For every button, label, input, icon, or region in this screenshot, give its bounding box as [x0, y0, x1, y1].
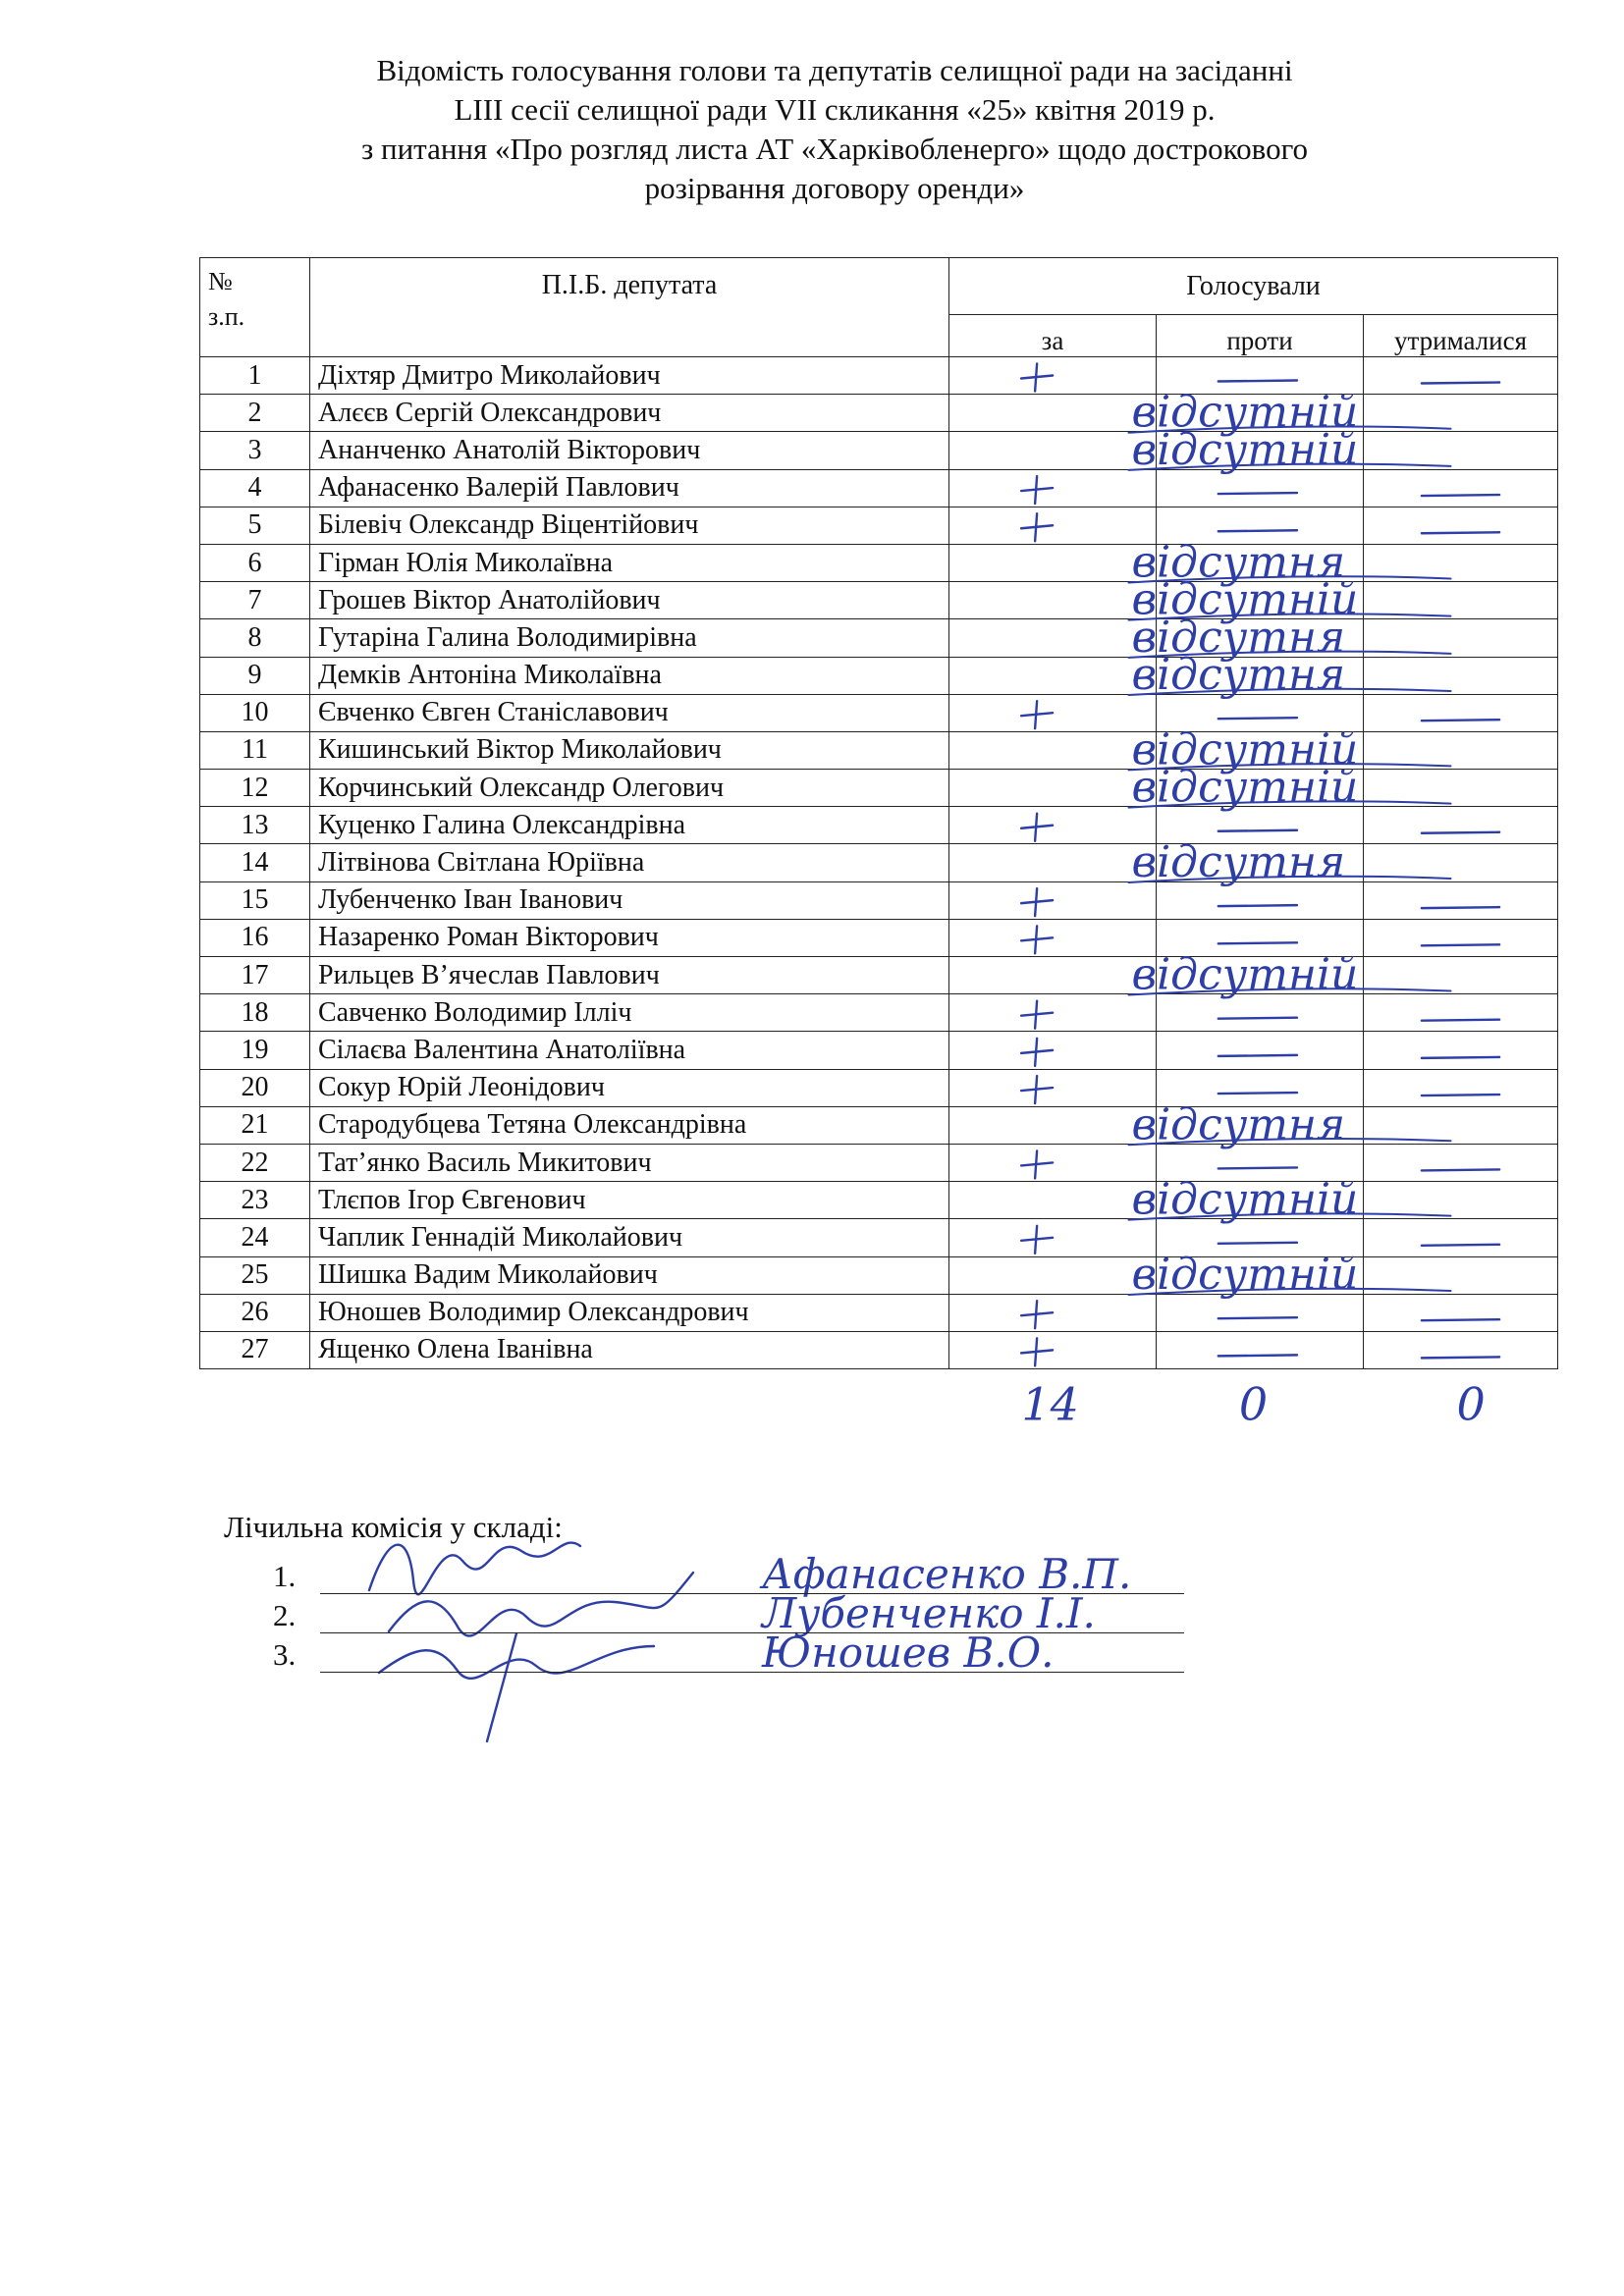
deputy-name: Білевіч Олександр Віцентійович: [310, 507, 949, 544]
vote-against-cell: [1157, 619, 1364, 657]
deputy-name: Ященко Олена Іванівна: [310, 1331, 949, 1368]
table-row: [200, 919, 1558, 956]
header-for: за: [949, 315, 1157, 357]
deputy-name: Демків Антоніна Миколаївна: [310, 657, 949, 694]
vote-abstain-cell: [1364, 919, 1558, 956]
absent-note: відсутній: [1131, 762, 1359, 813]
row-number: 19: [200, 1032, 310, 1069]
vote-for-cell: [949, 1219, 1157, 1256]
row-number: 9: [200, 657, 310, 694]
deputy-name: Корчинський Олександр Олегович: [310, 770, 949, 807]
deputy-name: Тлєпов Ігор Євгенович: [310, 1182, 949, 1219]
table-row: [200, 395, 1558, 432]
row-number: 23: [200, 1182, 310, 1219]
vote-against-cell: [1157, 881, 1364, 919]
absent-note: відсутній: [1131, 574, 1359, 625]
row-number: 17: [200, 957, 310, 994]
document-title: [177, 51, 1492, 208]
vote-against-cell: [1157, 469, 1364, 507]
commission-member-number: 2.: [273, 1598, 297, 1632]
table-row: [200, 731, 1558, 769]
vote-abstain-cell: [1364, 657, 1558, 694]
deputy-name: Назаренко Роман Вікторович: [310, 919, 949, 956]
vote-against-cell: [1157, 432, 1364, 469]
row-number: 8: [200, 619, 310, 657]
commission-member-name: Лубенченко І.І.: [762, 1589, 1096, 1637]
row-number: 7: [200, 582, 310, 619]
header-number-line1: №: [208, 267, 233, 295]
row-number: 12: [200, 770, 310, 807]
vote-for-cell: [949, 770, 1157, 807]
row-number: 24: [200, 1219, 310, 1256]
deputy-name: Грошев Віктор Анатолійович: [310, 582, 949, 619]
vote-for-cell: [949, 1294, 1157, 1331]
vote-against-cell: [1157, 1032, 1364, 1069]
row-number: 1: [200, 357, 310, 395]
vote-abstain-cell: [1364, 844, 1558, 881]
table-row: [200, 357, 1558, 395]
vote-abstain-cell: [1364, 1032, 1558, 1069]
table-row: [200, 507, 1558, 544]
vote-for-cell: [949, 919, 1157, 956]
vote-abstain-cell: [1364, 731, 1558, 769]
absent-note: відсутній: [1131, 1174, 1359, 1225]
vote-for-cell: [949, 1144, 1157, 1181]
signature-line: [320, 1564, 1184, 1594]
vote-against-cell: [1157, 1219, 1364, 1256]
vote-abstain-cell: [1364, 1331, 1558, 1368]
row-number: 2: [200, 395, 310, 432]
commission-member-number: 3.: [273, 1637, 297, 1672]
vote-for-cell: [949, 881, 1157, 919]
vote-against-cell: [1157, 1069, 1364, 1106]
vote-for-cell: [949, 469, 1157, 507]
commission-member-row: [273, 1555, 1184, 1594]
vote-against-cell: [1157, 770, 1364, 807]
deputy-name: Алєєв Сергій Олександрович: [310, 395, 949, 432]
table-row: [200, 770, 1558, 807]
deputy-name: Стародубцева Тетяна Олександрівна: [310, 1106, 949, 1144]
deputy-name: Гірман Юлія Миколаївна: [310, 544, 949, 581]
vote-abstain-cell: [1364, 544, 1558, 581]
absent-note: відсутній: [1131, 949, 1359, 1000]
table-row: [200, 1256, 1558, 1294]
row-number: 26: [200, 1294, 310, 1331]
vote-abstain-cell: [1364, 1294, 1558, 1331]
vote-for-cell: [949, 1182, 1157, 1219]
vote-against-cell: [1157, 1182, 1364, 1219]
table-row: [200, 432, 1558, 469]
row-number: 16: [200, 919, 310, 956]
vote-for-cell: [949, 395, 1157, 432]
deputy-name: Гутаріна Галина Володимирівна: [310, 619, 949, 657]
vote-for-cell: [949, 582, 1157, 619]
row-number: 14: [200, 844, 310, 881]
table-row: [200, 657, 1558, 694]
table-row: [200, 619, 1558, 657]
deputy-name: Євченко Євген Станіславович: [310, 694, 949, 731]
deputy-name: Тат’янко Василь Микитович: [310, 1144, 949, 1181]
vote-abstain-cell: [1364, 507, 1558, 544]
row-number: 11: [200, 731, 310, 769]
title-line-4: розірвання договору оренди»: [644, 171, 1025, 205]
row-number: 20: [200, 1069, 310, 1106]
vote-against-cell: [1157, 1106, 1364, 1144]
vote-for-cell: [949, 619, 1157, 657]
signature-line: [320, 1603, 1184, 1633]
vote-against-cell: [1157, 919, 1364, 956]
row-number: 15: [200, 881, 310, 919]
table-row: [200, 1331, 1558, 1368]
vote-abstain-cell: [1364, 1256, 1558, 1294]
total-abstain: 0: [1456, 1377, 1486, 1431]
vote-abstain-cell: [1364, 694, 1558, 731]
row-number: 22: [200, 1144, 310, 1181]
vote-against-cell: [1157, 507, 1364, 544]
deputy-name: Юношев Володимир Олександрович: [310, 1294, 949, 1331]
vote-against-cell: [1157, 957, 1364, 994]
absent-note: відсутній: [1131, 424, 1359, 475]
vote-for-cell: [949, 807, 1157, 844]
row-number: 3: [200, 432, 310, 469]
vote-against-cell: [1157, 731, 1364, 769]
vote-for-cell: [949, 357, 1157, 395]
deputy-name: Кишинський Віктор Миколайович: [310, 731, 949, 769]
table-row: [200, 957, 1558, 994]
vote-for-cell: [949, 694, 1157, 731]
vote-for-cell: [949, 1106, 1157, 1144]
vote-against-cell: [1157, 657, 1364, 694]
table-row: [200, 582, 1558, 619]
table-row: [200, 881, 1558, 919]
vote-for-cell: [949, 1256, 1157, 1294]
deputy-name: Сокур Юрій Леонідович: [310, 1069, 949, 1106]
absent-note: відсутній: [1131, 1250, 1359, 1301]
table-row: [200, 1069, 1558, 1106]
deputy-name: Діхтяр Дмитро Миколайович: [310, 357, 949, 395]
vote-against-cell: [1157, 1294, 1364, 1331]
voting-table: [199, 257, 1558, 1369]
title-line-1: Відомість голосування голови та депутатів селищної ради на засіданні: [376, 53, 1293, 87]
vote-against-cell: [1157, 395, 1364, 432]
vote-abstain-cell: [1364, 770, 1558, 807]
signature-line: [320, 1642, 1184, 1673]
deputy-name: Савченко Володимир Ілліч: [310, 994, 949, 1032]
vote-abstain-cell: [1364, 957, 1558, 994]
table-row: [200, 1106, 1558, 1144]
table-row: [200, 1294, 1558, 1331]
vote-abstain-cell: [1364, 881, 1558, 919]
row-number: 6: [200, 544, 310, 581]
vote-against-cell: [1157, 807, 1364, 844]
table-row: [200, 807, 1558, 844]
vote-against-cell: [1157, 1256, 1364, 1294]
commission-member-name: Юношев В.О.: [762, 1629, 1055, 1677]
vote-for-cell: [949, 731, 1157, 769]
vote-abstain-cell: [1364, 582, 1558, 619]
row-number: 10: [200, 694, 310, 731]
commission-member-row: [273, 1594, 1184, 1633]
title-line-2: LIII сесії селищної ради VII скликання «25» квітня 2019 р.: [454, 92, 1216, 127]
deputy-name: Лубенченко Іван Іванович: [310, 881, 949, 919]
vote-for-cell: [949, 1331, 1157, 1368]
vote-against-cell: [1157, 1144, 1364, 1181]
header-abstain: утрималися: [1364, 315, 1558, 357]
commission-member-row: [273, 1633, 1184, 1673]
row-number: 18: [200, 994, 310, 1032]
vote-abstain-cell: [1364, 807, 1558, 844]
table-row: [200, 694, 1558, 731]
row-number: 25: [200, 1256, 310, 1294]
vote-against-cell: [1157, 994, 1364, 1032]
table-row: [200, 844, 1558, 881]
vote-against-cell: [1157, 1331, 1364, 1368]
row-number: 5: [200, 507, 310, 544]
table-row: [200, 544, 1558, 581]
vote-for-cell: [949, 657, 1157, 694]
vote-abstain-cell: [1364, 395, 1558, 432]
title-line-3: з питання «Про розгляд листа АТ «Харківобленерго» щодо дострокового: [360, 132, 1309, 166]
table-row: [200, 994, 1558, 1032]
table-row: [200, 1144, 1558, 1181]
absent-note: відсутній: [1131, 724, 1359, 775]
vote-abstain-cell: [1364, 994, 1558, 1032]
row-number: 27: [200, 1331, 310, 1368]
deputy-name: Чаплик Геннадій Миколайович: [310, 1219, 949, 1256]
absent-note: відсутня: [1131, 537, 1346, 588]
deputy-name: Куценко Галина Олександрівна: [310, 807, 949, 844]
absent-note: відсутній: [1131, 387, 1359, 438]
counting-commission: [224, 1510, 1184, 1673]
vote-for-cell: [949, 507, 1157, 544]
vote-for-cell: [949, 1069, 1157, 1106]
vote-for-cell: [949, 544, 1157, 581]
vote-for-cell: [949, 432, 1157, 469]
vote-for-cell: [949, 994, 1157, 1032]
table-row: [200, 1219, 1558, 1256]
vote-abstain-cell: [1364, 1144, 1558, 1181]
absent-note: відсутня: [1131, 612, 1346, 663]
absent-note: відсутня: [1131, 836, 1346, 887]
vote-against-cell: [1157, 544, 1364, 581]
deputy-name: Афанасенко Валерій Павлович: [310, 469, 949, 507]
row-number: 21: [200, 1106, 310, 1144]
table-row: [200, 1182, 1558, 1219]
vote-against-cell: [1157, 357, 1364, 395]
vote-abstain-cell: [1364, 1219, 1558, 1256]
header-number-line2: з.п.: [208, 302, 245, 331]
vote-abstain-cell: [1364, 469, 1558, 507]
table-row: [200, 1032, 1558, 1069]
vote-against-cell: [1157, 844, 1364, 881]
deputy-name: Рильцев В’ячеслав Павлович: [310, 957, 949, 994]
header-number: [200, 258, 310, 357]
vote-abstain-cell: [1364, 357, 1558, 395]
commission-member-number: 1.: [273, 1559, 297, 1593]
total-against: 0: [1238, 1377, 1269, 1431]
vote-against-cell: [1157, 694, 1364, 731]
vote-abstain-cell: [1364, 1182, 1558, 1219]
absent-note: відсутня: [1131, 650, 1346, 701]
header-name: П.І.Б. депутата: [310, 258, 949, 357]
header-voted: Голосували: [949, 258, 1558, 315]
total-for: 14: [1021, 1377, 1079, 1431]
row-number: 13: [200, 807, 310, 844]
deputy-name: Літвінова Світлана Юріївна: [310, 844, 949, 881]
vote-abstain-cell: [1364, 619, 1558, 657]
deputy-name: Шишка Вадим Миколайович: [310, 1256, 949, 1294]
vote-abstain-cell: [1364, 1106, 1558, 1144]
commission-title: Лічильна комісія у складі:: [224, 1510, 563, 1544]
commission-member-name: Афанасенко В.П.: [762, 1550, 1132, 1598]
absent-note: відсутня: [1131, 1099, 1346, 1150]
deputy-name: Сілаєва Валентина Анатоліївна: [310, 1032, 949, 1069]
vote-for-cell: [949, 844, 1157, 881]
deputy-name: Ананченко Анатолій Вікторович: [310, 432, 949, 469]
table-row: [200, 469, 1558, 507]
vote-abstain-cell: [1364, 432, 1558, 469]
vote-for-cell: [949, 957, 1157, 994]
vote-against-cell: [1157, 582, 1364, 619]
vote-abstain-cell: [1364, 1069, 1558, 1106]
vote-for-cell: [949, 1032, 1157, 1069]
header-against: проти: [1157, 315, 1364, 357]
row-number: 4: [200, 469, 310, 507]
